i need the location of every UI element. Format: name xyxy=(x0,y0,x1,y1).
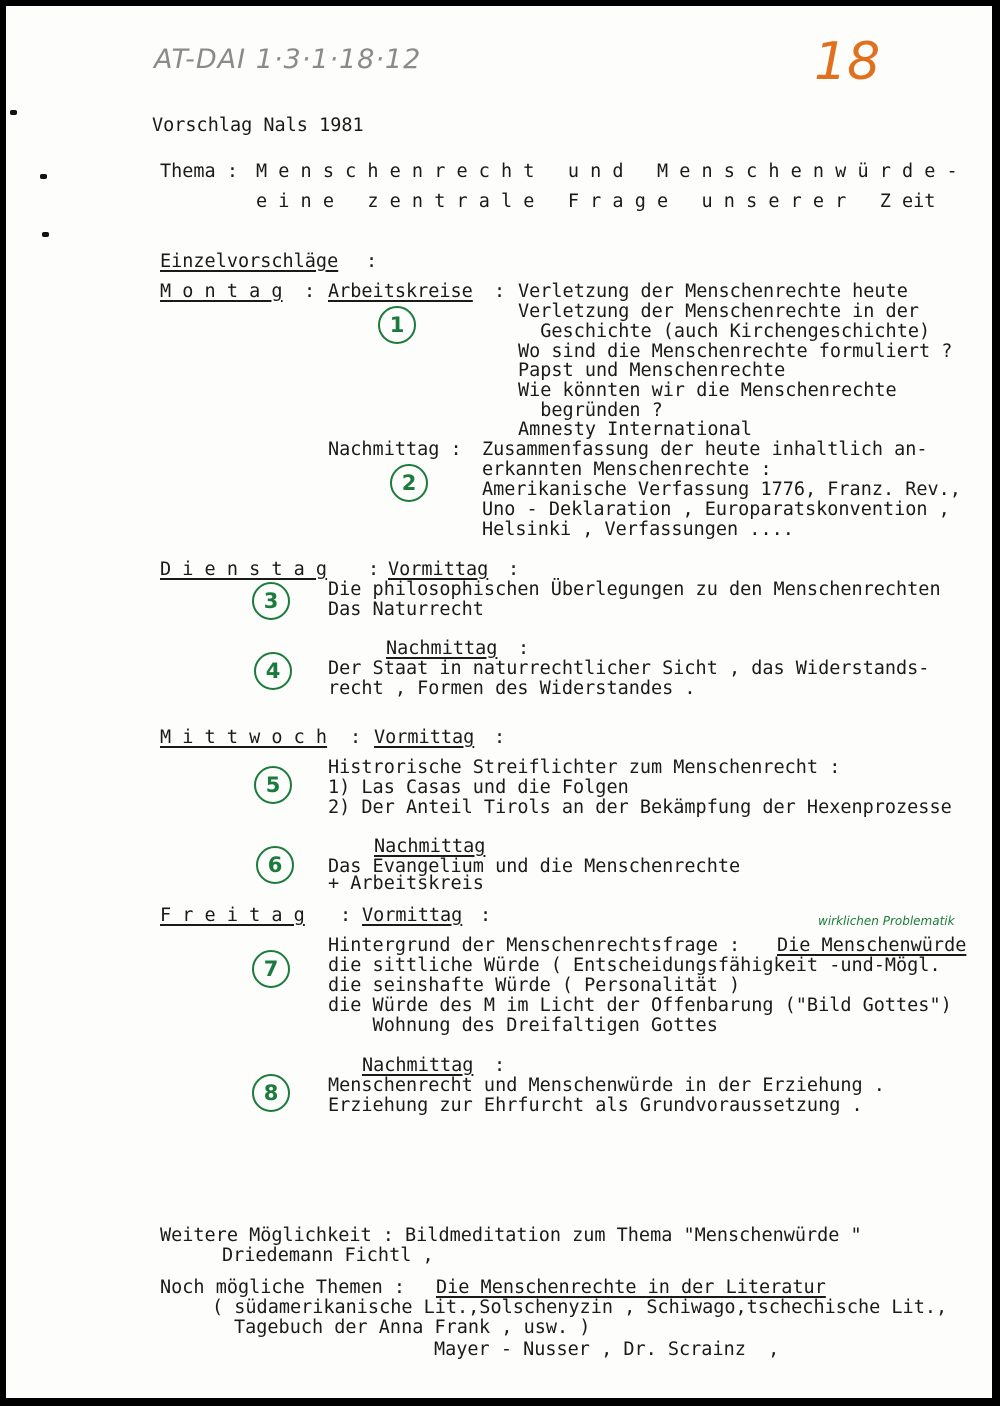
handwritten-note: wirklichen Problematik xyxy=(818,914,955,928)
monday-afternoon-line: Helsinki , Verfassungen .... xyxy=(482,519,794,540)
wednesday-afternoon-line: Das Evangelium und die Menschenrechte xyxy=(328,856,741,877)
topics-title: Die Menschenrechte in der Literatur xyxy=(436,1277,826,1298)
monday-item: Verletzung der Menschenrechte heute xyxy=(518,281,908,302)
wednesday-morning-label: Vormittag xyxy=(374,727,475,748)
theme-line-1: M e n s c h e n r e c h t u n d M e n s c h e n w ü r d e - xyxy=(256,161,958,182)
monday-item: Amnesty International xyxy=(518,419,752,440)
monday-afternoon-line: Zusammenfassung der heute inhaltlich an- xyxy=(482,439,928,460)
session-number-6: 6 xyxy=(256,846,294,884)
monday-item: Geschichte (auch Kirchengeschichte) xyxy=(518,321,931,342)
friday-afternoon-label: Nachmittag xyxy=(362,1055,474,1076)
friday-morning-label: Vormittag xyxy=(362,905,463,926)
session-number-4: 4 xyxy=(254,652,292,690)
document-page xyxy=(6,6,992,1398)
tuesday-afternoon-label: Nachmittag xyxy=(386,638,498,659)
tuesday-afternoon-line: recht , Formen des Widerstandes . xyxy=(328,678,696,699)
label-colon: : xyxy=(508,559,520,580)
wednesday-afternoon-label: Nachmittag xyxy=(374,836,486,857)
day-tuesday: D i e n s t a g xyxy=(160,559,328,580)
theme-label: Thema : xyxy=(160,161,238,182)
label-colon: : xyxy=(518,638,530,659)
section-heading-colon: : xyxy=(366,251,378,272)
session-number-2: 2 xyxy=(390,464,428,502)
label-colon: : xyxy=(494,727,506,748)
monday-afternoon-label: Nachmittag : xyxy=(328,439,462,460)
monday-afternoon-line: Uno - Deklaration , Europaratskonvention , xyxy=(482,499,950,520)
wednesday-morning-line: 2) Der Anteil Tirols an der Bekämpfung der Hexenprozesse xyxy=(328,797,952,818)
page-number: 18 xyxy=(814,32,881,92)
friday-morning-line: die Würde des M im Licht der Offenbarung ("Bild Gottes") xyxy=(328,995,952,1016)
document-title: Vorschlag Nals 1981 xyxy=(152,115,364,136)
day-monday: M o n t a g xyxy=(160,281,283,302)
friday-morning-highlight: Die Menschenwürde xyxy=(777,935,967,956)
margin-mark xyxy=(42,232,49,237)
monday-item: Wie könnten wir die Menschenrechte xyxy=(518,380,897,401)
friday-morning-line: die seinshafte Würde ( Personalität ) xyxy=(328,975,741,996)
tuesday-morning-label: Vormittag xyxy=(388,559,489,580)
wednesday-morning-line: 1) Las Casas und die Folgen xyxy=(328,777,629,798)
label-colon: : xyxy=(480,905,492,926)
monday-item: Verletzung der Menschenrechte in der xyxy=(518,301,919,322)
further-line-1: Weitere Möglichkeit : Bildmeditation zum Thema "Menschenwürde " xyxy=(160,1225,862,1246)
monday-afternoon-line: erkannten Menschenrechte : xyxy=(482,459,772,480)
friday-afternoon-line: Erziehung zur Ehrfurcht als Grundvoraussetzung . xyxy=(328,1095,863,1116)
wednesday-morning-line: Histrorische Streiflichter zum Menschenrecht : xyxy=(328,757,841,778)
topics-line-3: Tagebuch der Anna Frank , usw. ) xyxy=(234,1317,591,1338)
theme-line-2: e i n e z e n t r a l e F r a g e u n s e r e r Z eit xyxy=(256,191,936,212)
session-number-1: 1 xyxy=(378,306,416,344)
tuesday-afternoon-line: Der Staat in naturrechtlicher Sicht , das Widerstands- xyxy=(328,658,930,679)
day-wednesday: M i t t w o c h xyxy=(160,727,328,748)
session-number-3: 3 xyxy=(252,582,290,620)
day-colon: : xyxy=(350,727,362,748)
margin-mark xyxy=(40,174,47,179)
monday-item: Wo sind die Menschenrechte formuliert ? xyxy=(518,341,953,362)
archive-reference: AT-DAI 1·3·1·18·12 xyxy=(154,44,422,75)
day-friday: F r e i t a g xyxy=(160,905,305,926)
monday-item: begründen ? xyxy=(518,400,663,421)
label-colon: : xyxy=(494,1055,506,1076)
section-heading: Einzelvorschläge xyxy=(160,251,339,272)
friday-morning-line: Wohnung des Dreifaltigen Gottes xyxy=(328,1015,718,1036)
day-colon: : xyxy=(340,905,352,926)
further-line-2: Driedemann Fichtl , xyxy=(222,1245,434,1266)
monday-afternoon-line: Amerikanische Verfassung 1776, Franz. Rev., xyxy=(482,479,961,500)
label-colon: : xyxy=(494,281,506,302)
friday-morning-line: die sittliche Würde ( Entscheidungsfähigkeit -und-Mögl. xyxy=(328,955,941,976)
monday-item: Papst und Menschenrechte xyxy=(518,360,786,381)
tuesday-morning-line: Das Naturrecht xyxy=(328,599,484,620)
topics-line-4: Mayer - Nusser , Dr. Scrainz , xyxy=(434,1339,780,1360)
session-number-5: 5 xyxy=(254,766,292,804)
session-number-8: 8 xyxy=(252,1074,290,1112)
session-number-7: 7 xyxy=(252,950,290,988)
day-colon: : xyxy=(368,559,380,580)
topics-label: Noch mögliche Themen : xyxy=(160,1277,417,1298)
day-colon: : xyxy=(304,281,316,302)
wednesday-afternoon-line: + Arbeitskreis xyxy=(328,873,484,894)
friday-afternoon-line: Menschenrecht und Menschenwürde in der Erziehung . xyxy=(328,1075,885,1096)
margin-mark xyxy=(10,110,17,115)
monday-morning-label: Arbeitskreise xyxy=(328,281,473,302)
topics-line-2: ( südamerikanische Lit.,Solschenyzin , Schiwago,tschechische Lit., xyxy=(212,1297,948,1318)
friday-morning-line-1: Hintergrund der Menschenrechtsfrage : xyxy=(328,935,752,956)
tuesday-morning-line: Die philosophischen Überlegungen zu den Menschenrechten xyxy=(328,579,941,600)
